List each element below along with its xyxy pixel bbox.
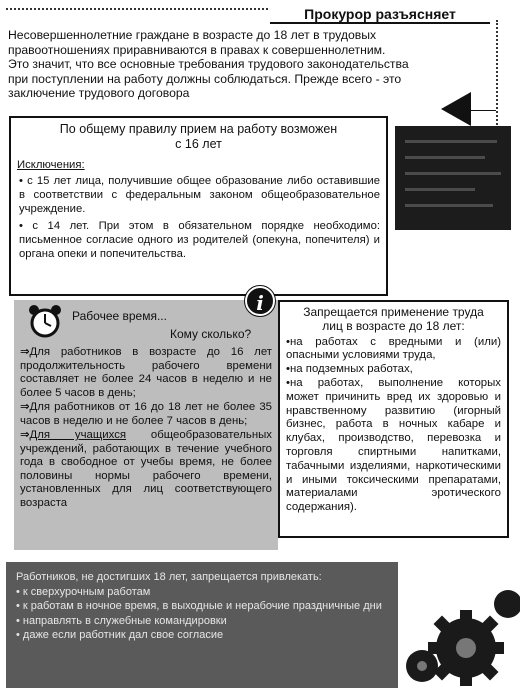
prohibited-item: •на работах, выполнение которых может причинить вред их здоровью и нравственному развитию (игорный бизнес, работа в ночных кабаре и клубах, производство, перевозка и торговля спиртными напитками, табачными изделиями, наркотическими и иными токсическими препаратами, материалами эротического содержания). bbox=[286, 376, 501, 514]
restrictions-panel bbox=[6, 562, 398, 688]
panel-streak bbox=[405, 188, 475, 191]
working-hours-text: Для работников в возрасте до 16 лет продолжительность рабочего времени составляет не более 24 часов в неделю и не более 5 часов в день; bbox=[20, 346, 272, 399]
rule-heading-line: По общему правилу прием на работу возможен bbox=[59, 122, 338, 136]
working-hours-text: общеобразовательных учреждений, работающих в течение учебного года в свободное от учебы время, не более половины нормы рабочего времени, установленных для лиц соответствующего возраста bbox=[20, 429, 272, 509]
arrow-rule-line bbox=[470, 110, 496, 111]
restriction-line: • к сверхурочным работам bbox=[16, 585, 151, 598]
restriction-line: • к работам в ночное время, в выходные и нерабочие праздничные дни bbox=[16, 600, 382, 612]
info-icon: i bbox=[245, 286, 275, 316]
header-dotted-rule bbox=[6, 8, 268, 10]
alarm-clock-icon bbox=[26, 304, 64, 338]
double-arrow-icon: ⇒ bbox=[20, 401, 30, 413]
hiring-age-rule-box bbox=[9, 116, 388, 296]
restriction-line: Работников, не достигших 18 лет, запрещается привлекать: bbox=[16, 571, 322, 583]
double-arrow-icon: ⇒ bbox=[20, 346, 30, 358]
exceptions-label: Исключения: bbox=[17, 159, 85, 171]
exception-item: • с 14 лет. При этом в обязательном порядке необходимо: письменное согласие одного из родителей (опекуна, попечителя) и органа опеки и попечительства. bbox=[19, 220, 380, 260]
prohibited-item: •на работах с вредными и (или) опасными условиями труда, bbox=[286, 335, 501, 362]
prohibited-heading-line: Запрещается применение труда bbox=[303, 305, 484, 319]
intro-paragraph bbox=[8, 28, 486, 101]
prohibited-item: •на подземных работах, bbox=[286, 363, 413, 376]
intro-line: Несовершеннолетние граждане в возрасте до 18 лет в трудовых bbox=[8, 28, 377, 42]
restriction-line: • даже если работник дал свое согласие bbox=[16, 629, 224, 641]
panel-streak bbox=[405, 156, 485, 159]
working-hours-header bbox=[20, 302, 272, 346]
rule-heading-line: с 16 лет bbox=[175, 137, 222, 151]
intro-line: правоотношениях приравниваются в правах к совершеннолетним. bbox=[8, 42, 386, 57]
working-hours-item bbox=[20, 346, 272, 400]
exception-item: • с 15 лет лица, получившие общее образование либо оставившие в соответствии с федеральным законом общеобразовательное учреждение. bbox=[19, 175, 380, 215]
prohibited-heading-line: лиц в возрасте до 18 лет: bbox=[322, 318, 465, 333]
working-hours-box bbox=[14, 300, 278, 550]
working-hours-item bbox=[20, 429, 272, 510]
students-label: Для учащихся bbox=[29, 429, 127, 441]
panel-streak bbox=[405, 140, 497, 143]
working-hours-text: Для работников от 16 до 18 лет не более 35 часов в неделю и не более 7 часов в день; bbox=[20, 401, 272, 427]
double-arrow-icon: ⇒ bbox=[20, 429, 30, 441]
intro-line: заключение трудового договора bbox=[8, 86, 190, 101]
gears-icon bbox=[396, 584, 520, 692]
intro-line: при поступлении на работу должны соблюдаться. Прежде всего - это bbox=[8, 71, 402, 86]
triangle-arrow-icon bbox=[441, 92, 471, 126]
panel-streak bbox=[405, 172, 501, 175]
intro-line: Это значит, что все основные требования трудового законодательства bbox=[8, 57, 409, 72]
prohibited-work-box bbox=[278, 300, 509, 538]
panel-streak bbox=[405, 204, 493, 207]
prohibited-work-heading bbox=[286, 306, 501, 334]
working-hours-subtitle: Кому сколько? bbox=[170, 327, 252, 341]
working-hours-title: Рабочее время... bbox=[72, 309, 167, 323]
rule-heading bbox=[17, 122, 380, 152]
page-title: Прокурор разъясняет bbox=[270, 4, 490, 24]
dark-decorative-panel bbox=[395, 126, 511, 230]
restriction-line: • направлять в служебные командировки bbox=[16, 614, 227, 627]
working-hours-item bbox=[20, 401, 272, 428]
